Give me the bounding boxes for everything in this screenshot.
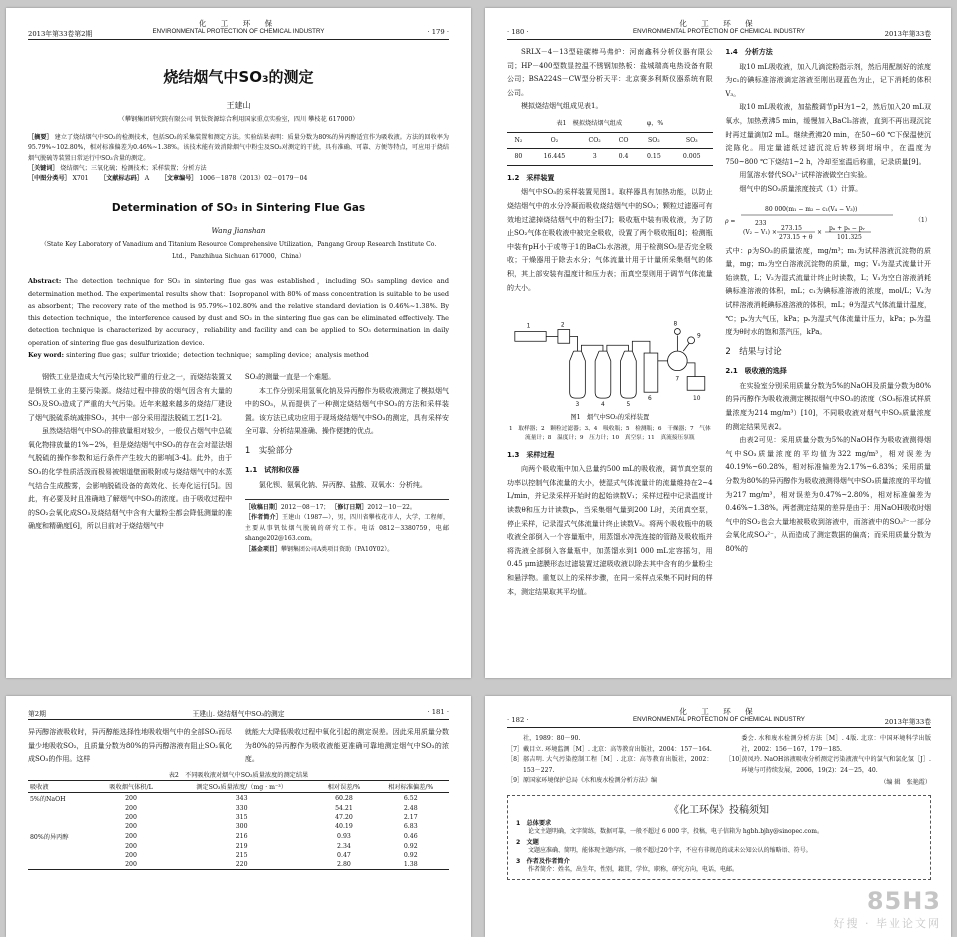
paragraph: 烟气中的SO₃质量浓度按式（1）计算。 <box>739 184 863 193</box>
table-cell <box>28 842 94 851</box>
svg-text:8: 8 <box>673 321 678 328</box>
paragraph: 取10 mL吸收液，加盐酸调节pH为1~2，然后加入20 mL双氧水，加热煮沸5 min，缓慢加入BaCl₂溶液，直到不再出现沉淀时再过量滴加2 mL。继续煮沸20 min，在50~60 ℃下保温使沉淀陈化。用定量滤纸过滤沉淀后转移到坩埚中，在温度为750~800 ℃下烧结1~2 h，冷却至室温后称重，记录质量[9]。 <box>725 103 931 166</box>
table-cell: 2.48 <box>403 804 418 812</box>
reference-item <box>507 776 713 787</box>
body-columns <box>28 726 449 767</box>
table-cell: 60.28 <box>335 794 353 802</box>
references-left-column <box>507 734 713 789</box>
class-label: ［中图分类号］ <box>28 175 71 183</box>
table-cell: 54.21 <box>335 804 353 812</box>
table-cell: 40.19 <box>335 822 353 830</box>
table-header-cell: CO <box>618 136 629 144</box>
svg-text:4: 4 <box>601 402 605 409</box>
table-cell: 0.93 <box>337 832 351 840</box>
paper-title-cn: 烧结烟气中SO₃的测定 <box>163 68 314 86</box>
reference-number <box>507 734 523 745</box>
page-number: · 180 · <box>507 28 529 36</box>
equation-1 <box>725 201 931 241</box>
section-heading: 2 结果与讨论 <box>725 346 782 357</box>
table-header-cell: SO₃ <box>685 136 698 144</box>
notice-item-text: 作者简介：姓名，出生年，性别，籍贯，学位，职称，研究方向，电话，电邮。 <box>528 865 739 873</box>
svg-text:101.325: 101.325 <box>837 233 863 241</box>
table-header-cell: 相对误差/% <box>327 783 361 791</box>
reference-number: ［8］ <box>507 756 524 764</box>
watermark-brand: 85H3 <box>866 887 941 915</box>
svg-text:80 000(m₁ − m₂ − c₁(V₄ − V₃)): 80 000(m₁ − m₂ − c₁(V₄ − V₃)) <box>765 205 858 213</box>
table-1 <box>507 132 713 166</box>
vacuum-pump <box>687 377 705 391</box>
table-cell: 2.80 <box>337 860 351 868</box>
body-columns <box>507 46 931 599</box>
reference-number: ［9］ <box>507 777 524 785</box>
svg-text:(V₂ − V₁) ×: (V₂ − V₁) × <box>743 228 778 236</box>
body-left-column <box>28 726 232 767</box>
page-179 <box>6 8 471 678</box>
keywords-en-label: Key word: <box>28 350 64 359</box>
body-left-column <box>28 371 232 555</box>
paragraph: 钢铁工业是造成大气污染比较严重的行业之一，而烧结装置又是钢铁工业的主要污染源。烧结过程中排放的烟气因含有大量的SO₂及SO₃造成了严重的大气污染。近年来越来越多的烧结厂建设了烟气脱硫系统减排SO₂，其中一部分采用湿法脱硫工艺[1-2]。 <box>28 372 233 422</box>
subsection-heading: 1.1 试剂和仪器 <box>244 466 300 475</box>
table-cell: 200 <box>125 822 137 830</box>
table-cell: 300 <box>235 822 248 830</box>
paragraph: 本工作分别采用氢氧化钠及异丙醇作为吸收液测定了模拟烟气中的SO₃，从而提供了一种测定烧结烟气中SO₃的方法和采样装置。该方法已成功应用于现场烧结烟气中SO₃的测定，具有采样安全可靠、分析结果准确、操作便捷的优点。 <box>244 386 449 436</box>
abstract-en-label: Abstract: <box>28 277 62 286</box>
table-row <box>507 149 713 166</box>
volume-short: 2013年第33卷 <box>884 30 931 38</box>
receipt-date: 2012－08－17； <box>280 503 330 511</box>
table-cell: 80 <box>514 153 523 161</box>
author-en: Wang Jianshan <box>211 226 266 236</box>
paragraph: 在实验室分别采用质量分数为5%的NaOH及质量分数为80%的异丙醇作为吸收液测定模拟烟气中SO₃的浓度（SO₃标准试样质量浓度为214 mg/m³）[10]，不同吸收液对烟气中SO₃质量浓度的测定结果见表2。 <box>725 381 931 431</box>
table-cell: 5%的NaOH <box>30 795 66 803</box>
svg-text:ρ =: ρ = <box>725 217 736 225</box>
table-cell: 220 <box>235 860 248 868</box>
class-value: X701 <box>72 175 89 183</box>
page-181 <box>6 696 471 937</box>
abstract-en-block <box>28 275 449 360</box>
table-cell: 0.15 <box>646 153 661 161</box>
paragraph: 向两个吸收瓶中加入总量约500 mL的吸收液，调节真空泵的功率以控制气体流量的大小，使湿式气体流量计的流量维持在2~4 L/min，并记录采样开始时的起始读数V₁；采样过程中记录温度计读数θ和压力计读数pₛ，当采集烟气量到200 L时，关闭真空泵，停止采样，记录湿式气体流量计终止读数V₂。将两个吸收瓶中的吸收液全部倒入一个容量瓶中，用蒸馏水冲洗连接的管路及吸收瓶并将洗液全部倒入容量瓶中，加蒸馏水到1 000 mL定容摇匀，用0.45 μm滤膜形态过滤装置过滤吸收液以除去其中含有的少量粉尘和悬浮物。重复以上的采样步骤，在同一采样点采集不同时间的样本，测定结果取其平均值。 <box>507 465 713 596</box>
page-number: · 179 · <box>427 28 449 36</box>
page-header <box>28 706 449 720</box>
notice-item-heading: 2 文题 <box>516 838 539 846</box>
svg-text:6: 6 <box>648 396 652 403</box>
journal-name-cn: 化 工 环 保 <box>679 707 759 716</box>
table-cell: 200 <box>125 804 137 812</box>
svg-text:2: 2 <box>560 322 565 329</box>
table-header-cell: N₂ <box>514 136 523 144</box>
svg-text:233: 233 <box>755 219 767 227</box>
table-row <box>28 792 449 804</box>
table-row <box>28 813 449 822</box>
reference-item <box>725 734 931 755</box>
table-cell <box>28 813 94 822</box>
table-header-row <box>28 780 449 792</box>
reference-text: 郝吉明. 大气污染控制工程［M］. 北京：高等教育出版社，2002：153－227. <box>523 756 713 774</box>
table-header-cell: 吸收烟气体积/L <box>109 783 153 791</box>
subsection-heading: 1.4 分析方法 <box>725 48 773 56</box>
receipt-label: ［收稿日期］ <box>244 503 281 511</box>
svg-text:10: 10 <box>693 396 701 403</box>
reference-item <box>507 734 713 745</box>
sampler <box>515 332 546 342</box>
paragraph: 用氢溶水替代SO₄²⁻试样溶液做空白实验。 <box>739 171 872 180</box>
absorption-bottle-4 <box>595 351 611 398</box>
table-cell <box>28 804 94 813</box>
table-cell: 200 <box>125 794 137 802</box>
references-right-list <box>725 734 931 776</box>
subsection-heading: 2.1 吸收液的选择 <box>725 367 787 376</box>
table-cell: 0.46 <box>403 832 418 840</box>
table-header-cell: 吸收液 <box>30 783 49 791</box>
volume-short: 2013年第33卷 <box>884 718 931 726</box>
reference-number: ［10］ <box>725 756 746 764</box>
bio-label: ［作者简介］ <box>244 514 283 522</box>
table-cell: 2.34 <box>337 842 351 850</box>
reference-text: 黄凤玲. NaOH溶液吸收分析测定污染液液气中的氯气和氯化氢［J］. 环境与可持续发展，2006，19(2)：24－25，40. <box>741 756 931 774</box>
affiliation-cn: （攀钢集团研究院有限公司 钒钛资源综合利用国家重点实验室，四川 攀枝花 617000） <box>118 116 359 123</box>
svg-text:×: × <box>817 228 823 236</box>
article-value: 1006－1878（2013）02－0179－04 <box>199 175 308 183</box>
table-cell <box>28 851 94 860</box>
svg-text:pₐ + pₛ − pᵥ: pₐ + pₛ − pᵥ <box>829 224 866 232</box>
table-cell <box>28 822 94 831</box>
paper-title-en: Determination of SO₃ in Sintering Flue Gas <box>111 202 366 215</box>
page-number: · 182 · <box>507 716 529 724</box>
journal-name-cn: 化 工 环 保 <box>198 19 279 28</box>
issue-short: 第2期 <box>28 710 46 718</box>
thermometer <box>674 329 680 335</box>
equation-number: （1） <box>914 216 931 224</box>
submission-notice <box>507 795 931 880</box>
keywords-cn-label: ［关键词］ <box>28 164 59 172</box>
table-cell: 6.52 <box>403 794 418 802</box>
abstract-cn-block <box>28 133 449 184</box>
table-cell: 200 <box>125 813 137 821</box>
article-label: ［文章编号］ <box>160 175 198 183</box>
notice-item-heading: 3 作者及作者简介 <box>516 857 570 865</box>
table-cell: 215 <box>235 851 248 859</box>
table-header-row <box>507 132 713 149</box>
fund-label: ［基金项目］ <box>244 545 281 553</box>
abstract-en: The detection technique for SO₃ in sintering flue gas was established，including SO₃ sampling device and determination method. The experimental results show that：Isopropanol with 80% of mass concentration is suitable to be used as absorbent；The recovery rate of the method is 95.79%~102.80% and the relative standard deviation is 0.46%~1.38%. By this detection technique，the interference caused by dust and SO₂ in the sintering flue gas can be eliminated effectively. The detection technique is characterized by accuracy，reliability and facility and can be applied to SO₃ determination in daily operation of sintering flue gas desulfurization device. <box>28 277 449 347</box>
page-header <box>507 706 931 728</box>
paragraph: 取10 mL吸收液，加入几滴淀粉指示剂，然后用配制好的浓度为c₁的碘标准溶液滴定溶液至刚出现蓝色为止，记下消耗的体积V₃。 <box>725 62 931 98</box>
table-cell: 219 <box>235 842 248 850</box>
references <box>507 734 931 789</box>
volume-line: 2013年第33卷第2期 <box>28 30 93 38</box>
editor-credit: （编 辑 张艳霞） <box>880 779 931 787</box>
svg-text:1: 1 <box>526 323 531 330</box>
paragraph: 氯化钡、氨氧化钠、异丙醇、盐酸、双氧水：分析纯。 <box>258 481 427 490</box>
svg-text:5: 5 <box>626 402 631 409</box>
table-row <box>28 851 449 860</box>
table-cell: 200 <box>125 851 137 859</box>
table-cell: 216 <box>235 832 248 840</box>
table-cell: 6.83 <box>403 822 418 830</box>
paragraph: SO₃的测量一直是一个难题。 <box>244 372 336 381</box>
article-info-footnote <box>245 499 449 556</box>
table-header-cell: CO₂ <box>588 136 601 144</box>
body-right-column <box>245 371 449 555</box>
table-1-title: 表1 模拟烧结烟气组成 φ，% <box>556 119 664 127</box>
table-cell: 0.92 <box>403 842 418 850</box>
particle-filter <box>558 330 570 344</box>
section-heading: 1 实验部分 <box>244 445 293 456</box>
page-header <box>507 18 931 40</box>
table-cell: 343 <box>235 794 248 802</box>
svg-text:273.15: 273.15 <box>781 224 803 232</box>
doc-label: ［文献标志码］ <box>100 175 143 183</box>
reference-text: 委会. 水和废水检测分析方法［M］. 4版. 北京：中国环境科学出版社，2002：156－167，179－185. <box>741 735 931 753</box>
svg-text:9: 9 <box>696 333 701 340</box>
author-bio: 王建山（1987—），男，四川省攀枝花市人，大学，工程师，主要从事钒钛烟气脱硫的研究工作。电话 0812－3380759，电邮 shange202@163.com。 <box>244 514 449 543</box>
reference-number <box>725 734 741 755</box>
subsection-heading: 1.2 采样装置 <box>507 173 555 182</box>
table-cell: 47.20 <box>335 813 353 821</box>
table-cell: 200 <box>125 832 137 840</box>
table-cell: 1.38 <box>403 860 418 868</box>
table-cell: 2.17 <box>403 813 418 821</box>
page-182 <box>485 696 951 937</box>
equation-1-formula <box>725 201 895 241</box>
table-row <box>28 822 449 831</box>
table-cell: 0.92 <box>403 851 418 859</box>
page-header <box>28 18 449 40</box>
references-right-column <box>725 734 931 789</box>
table-cell: 16.445 <box>543 153 566 161</box>
table-cell: 330 <box>235 804 248 812</box>
gas-flow-meter <box>668 351 688 371</box>
reference-item <box>507 745 713 756</box>
figure-1 <box>507 301 713 409</box>
svg-text:3: 3 <box>575 402 580 409</box>
table-cell <box>28 860 94 870</box>
figure-1-legend: 1 取样器；2 颗粒过滤器；3、4 吸收瓶；5 检测瓶；6 干燥器；7 气体流量计；8 温度计；9 压力计；10 真空泵；11 真流接压泵瓶 <box>508 425 711 441</box>
sampling-apparatus-diagram <box>507 301 713 409</box>
body-right-column <box>725 46 931 599</box>
reference-item <box>725 755 931 776</box>
table-row <box>28 831 449 842</box>
paragraph: 模拟烧结烟气组成见表1。 <box>521 102 603 111</box>
table-cell: 80%的异丙醇 <box>30 833 69 841</box>
svg-text:7: 7 <box>675 376 680 383</box>
reference-text: 社，1989：80－90. <box>523 735 581 742</box>
reference-text: 原国家环境保护总局《水和废水检测分析方法》编 <box>523 777 658 785</box>
abstract-cn: 建立了烧结烟气中SO₃的检测技术，包括SO₃的采集装置和测定方法。实验结果表明：质量分数为80%的异丙醇适宜作为吸收液。方法的回收率为95.79%~102.80%，相对标准偏差为0.46%~1.38%。该技术能有效消除烟气中粉尘及SO₂对测定的干扰，具有准确、可靠、方便等特点，可应用于烧结烟气脱硫等装置日常运行中SO₃含量的测定。 <box>28 134 450 162</box>
table-row <box>28 860 449 870</box>
revised-date: 2012－10－22。 <box>367 503 416 511</box>
paragraph: 虽然烧结烟气中SO₃的排放量相对较少，一般仅占烟气中总硫氧化物排放量的1%~2%，但是烧结烟气中SO₃的存在会对湿法烟气脱硫的操作参数和运行条件产生较大的影响[3-4]。此外，由于SO₃的化学性质活泼而极易被烟道壁面吸附或与烧结烟气中的水蒸气结合生成酸雾，会影响脱硫设备的高效化、长寿化运行[5]。因此，有必要及时且准确地了解烟气中SO₃的浓度。由于吸收过程中的SO₂会氧化成SO₃及烧结烟气中含有大量粉尘都会降低测量的准确度和精确度[6]，所以目前对于烧结烟气中 <box>28 427 233 531</box>
table-header-cell: 测定SO₃质量浓度/（mg · m⁻³） <box>196 783 287 791</box>
paragraph: 式中：ρ为SO₃的质量浓度，mg/m³；m₁为试样溶液沉淀物的质量，mg；m₂为空白溶液沉淀物的质量，mg；V₁为湿式流量计开始读数，L；V₂为湿式流量计终止时读数，L；V₃为空白溶液消耗碘标准溶液的体积，mL；c₁为碘标准溶液的浓度，mol/L；V₄为试样溶液消耗碘标准溶液的体积，mL；θ为湿式气体流量计温度，℃；pₐ为大气压，kPa；pₛ为湿式气体流量计压力，kPa；pᵥ为温度为θ时水的饱和蒸汽压，kPa。 <box>725 246 931 337</box>
table-header-cell: O₂ <box>550 136 559 144</box>
keywords-cn: 烧结烟气；三氧化硫；检测技术；采样装置；分析方法 <box>60 164 207 172</box>
page-number: · 181 · <box>427 708 449 716</box>
absorption-bottle-3 <box>570 351 586 398</box>
reference-item <box>507 755 713 776</box>
paragraph: 由表2可见：采用质量分数为5%的NaOH作为吸收液测得烟气中SO₃质量浓度的平均值为322 mg/m³，相对误差为40.19%~60.28%，相对标准偏差为2.17%~6.83%；采用质量分数为80%的异丙醇作为吸收液测得烟气中SO₃质量浓度的平均值为217 mg/m³，相对误差为0.47%~2.80%，相对标准偏差为0.46%~1.38%。两者测定结果的差异是由于：用NaOH吸收时烟气中的SO₂也会大量地被吸收到溶液中，而溶液中的SO₃²⁻一部分会氧化成SO₄²⁻，从而造成了测定数据的偏高；而采用质量分数为80%的 <box>725 436 931 553</box>
notice-item-text: 论文主题明确，文字简练，数据可靠，一般不超过 6 000 字，投稿，电子信箱为 hgbh.bjhy@sinopec.com。 <box>528 827 823 835</box>
paragraph: 异丙醇溶液吸收时，异丙醇能选择性地吸收烟气中的全部SO₃而尽量少地吸收SO₂，且质量分数为80%的异丙醇溶液有阻止SO₂氧化成SO₃的作用。这样 <box>28 728 233 764</box>
notice-item-heading: 1 总体要求 <box>516 819 552 827</box>
table-2 <box>28 780 449 870</box>
revised-label: ［修订日期］ <box>331 503 368 511</box>
fund: 攀钢集团公司A类项目资助（PA10Y02）。 <box>280 545 394 553</box>
table-cell: 200 <box>125 860 137 868</box>
watermark-sub: 好搜 · 毕业论文网 <box>833 917 941 930</box>
detection-bottle <box>621 351 637 398</box>
table-header-cell: SO₂ <box>647 136 660 144</box>
body-right-column <box>245 726 449 767</box>
table-cell: 200 <box>125 842 137 850</box>
dryer <box>644 353 658 392</box>
figure-1-caption: 图1 烟气中SO₃的采样装置 <box>570 414 650 422</box>
keywords-en: sintering flue gas；sulfur trioxide；detection technique；sampling device；analysis method <box>66 350 369 359</box>
abstract-cn-label: ［摘要］ <box>28 134 53 141</box>
body-left-column <box>507 46 713 599</box>
paragraph: 就能大大降低吸收过程中氧化引起的测定误差。因此采用质量分数为80%的异丙醇作为吸收液能更准确可靠地测定烟气中SO₃的浓度。 <box>244 728 449 764</box>
reference-number: ［7］ <box>507 745 524 753</box>
notice-title: 《化工环保》投稿须知 <box>669 804 769 816</box>
table-2-body <box>28 792 449 869</box>
table-cell: 0.005 <box>682 153 701 161</box>
watermark-logo <box>834 887 942 931</box>
journal-name-en: ENVIRONMENTAL PROTECTION OF CHEMICAL INDUSTRY <box>633 716 805 723</box>
subsection-heading: 1.3 采样过程 <box>507 450 555 459</box>
journal-name-cn: 化 工 环 保 <box>679 19 759 28</box>
doc-value: A <box>144 175 150 183</box>
table-cell: 0.4 <box>618 153 629 161</box>
table-2-title: 表2 不同吸收液对烟气中SO₃质量浓度的测定结果 <box>168 771 309 779</box>
table-row <box>28 842 449 851</box>
svg-text:273.15 + θ: 273.15 + θ <box>779 233 813 241</box>
paragraph: 烟气中SO₃的采样装置见图1。取样器具有加热功能，以防止烧结烟气中的水分冷凝而吸收烧结烟气中的SO₃；颗粒过滤器可有效地过滤掉烧结烟气中的粉尘[7]；吸收瓶中装有吸收液，为了防止SO₂气体在吸收液中被完全吸收，设置了两个吸收瓶[8]；检测瓶中装有pH小于或等于1的BaCl₂水溶液，用于检测SO₂是否完全吸收；干燥器用于除去水分；气体流量计用于计量所采集烟气的体积，其上部安装有温度计和压力表；而真空泵则用于调节气体流量的大小。 <box>507 188 713 292</box>
notice-item-text: 文题应准确、简明，能体现主题内容，一般不超过20个字，不应有非规范的或未公知公认的缩略语、符号。 <box>528 846 812 854</box>
paragraph: SRLX－4－13型硅碳棒马弗炉：河南鑫科分析仪器有限公司；HP－400型数显控温不锈钢加热板：盐城瑞高电热设备有限公司；BSA224S－CW型分析天平：北京赛多利斯仪器系统有限公司。 <box>507 48 713 97</box>
notice-items <box>516 818 922 875</box>
affiliation-en: （State Key Laboratory of Vanadium and Titanium Resource Comprehensive Utilization，Pangang Group Research Institute Co. Ltd.，Panzhihua Sichuan 617000，China） <box>40 241 437 261</box>
table-cell: 3 <box>592 153 597 161</box>
table-row <box>28 804 449 813</box>
table-cell: 315 <box>235 813 248 821</box>
table-cell: 0.47 <box>337 851 351 859</box>
body-columns <box>28 371 449 555</box>
page-180 <box>485 8 951 678</box>
running-head: 王建山. 烧结烟气中SO₃的测定 <box>192 710 285 718</box>
journal-name-en: ENVIRONMENTAL PROTECTION OF CHEMICAL INDUSTRY <box>152 28 325 35</box>
author-cn: 王建山 <box>226 101 251 110</box>
reference-text: 戴目立. 环境监测［M］. 北京：高等教育出版社，2004：157－164. <box>523 745 712 753</box>
pressure-gauge <box>688 337 695 344</box>
table-header-cell: 相对标准偏差/% <box>388 783 434 791</box>
journal-name-en: ENVIRONMENTAL PROTECTION OF CHEMICAL INDUSTRY <box>633 28 805 35</box>
